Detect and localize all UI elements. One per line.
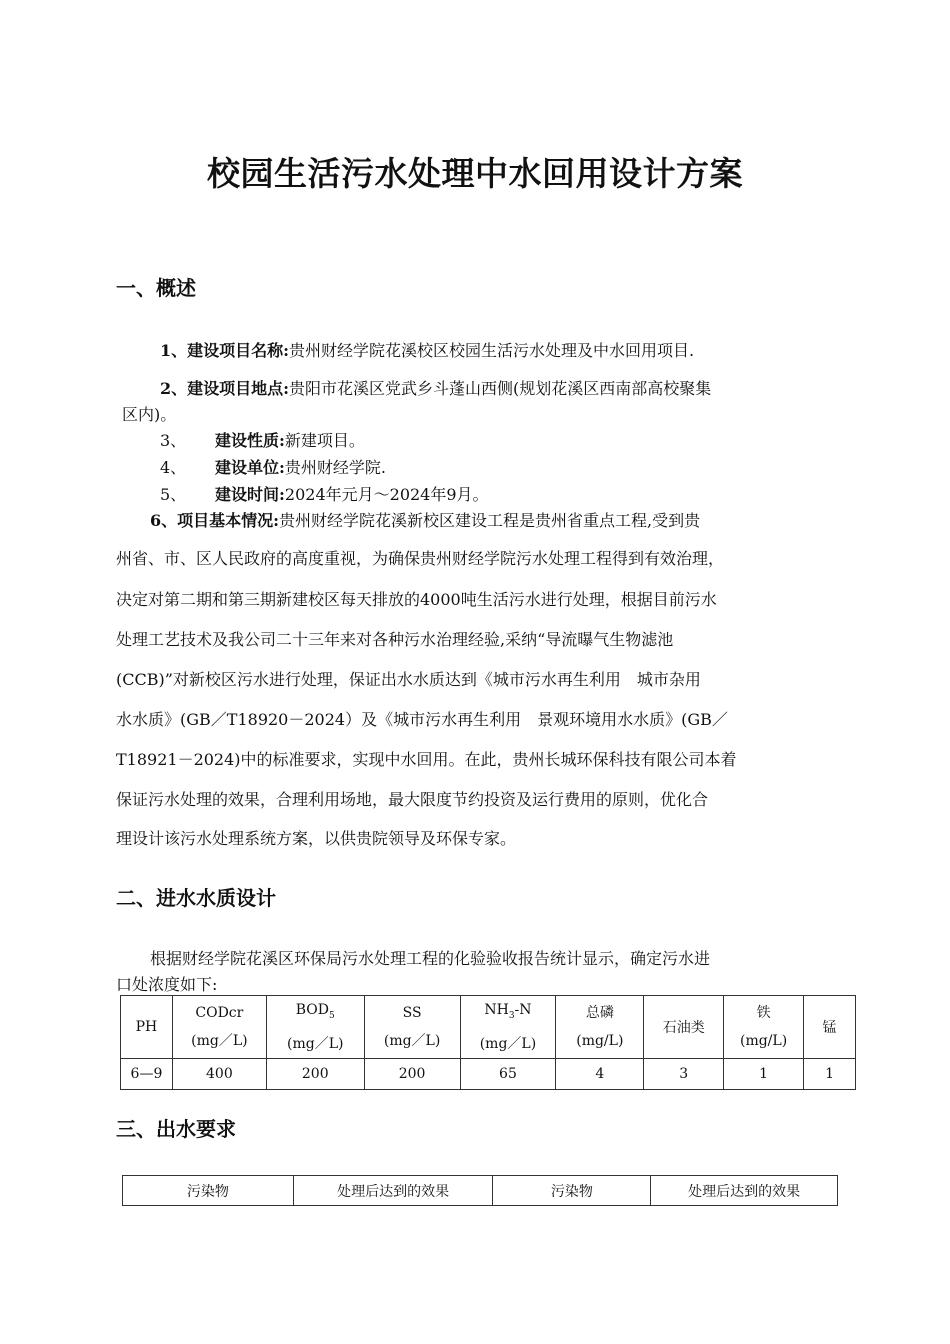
table-cell: 200 — [266, 1058, 364, 1089]
paragraph-line: 水水质》(GB／T18920－2024）及《城市污水再生利用 景观环境用水水质》(GB／ — [116, 710, 728, 729]
paragraph-line: (CCB)”对新校区污水进行处理，保证出水水质达到《城市污水再生利用 城市杂用 — [116, 670, 701, 689]
item-value: 贵州财经学院. — [284, 458, 387, 477]
table-header-row — [123, 1176, 838, 1206]
item-label: 2、建设项目地点: — [160, 379, 290, 398]
item-project-location — [160, 376, 711, 399]
item-value: 新建项目。 — [284, 431, 365, 450]
paragraph-line: T18921－2024)中的标准要求，实现中水回用。在此，贵州长城环保科技有限公司本着 — [116, 750, 737, 769]
paragraph-line: 决定对第二期和第三期新建校区每天排放的4000吨生活污水进行处理，根据目前污水 — [116, 590, 717, 609]
influent-intro-line1: 根据财经学院花溪区环保局污水处理工程的化验验收报告统计显示，确定污水进 — [150, 949, 711, 968]
influent-intro-line2: 口处浓度如下: — [116, 975, 218, 994]
table-cell: 400 — [172, 1058, 266, 1089]
item-basic-info-first-line — [150, 508, 700, 531]
item-project-location-cont: 区内)。 — [122, 405, 177, 424]
paragraph-line: 处理工艺技术及我公司二十三年来对各种污水治理经验,采纳“导流曝气生物滤池 — [116, 630, 674, 649]
header-cell: SS (mg／L) — [364, 996, 460, 1059]
paragraph-line: 理设计该污水处理系统方案，以供贵院领导及环保专家。 — [116, 829, 517, 848]
table-cell: 1 — [804, 1058, 856, 1089]
item-number: 5、 — [160, 485, 187, 504]
item-construction-unit — [160, 455, 386, 478]
header-cell: CODcr (mg／L) — [172, 996, 266, 1059]
item-label: 建设单位: — [215, 458, 285, 477]
table-cell: 6—9 — [121, 1058, 173, 1089]
paragraph-line: 州省、市、区人民政府的高度重视，为确保贵州财经学院污水处理工程得到有效治理， — [116, 549, 725, 568]
item-construction-time — [160, 482, 489, 505]
item-number: 4、 — [160, 458, 187, 477]
table-cell: 3 — [644, 1058, 724, 1089]
table-cell: 65 — [460, 1058, 556, 1089]
page-title: 校园生活污水处理中水回用设计方案 — [207, 154, 743, 193]
influent-quality-table — [120, 995, 856, 1090]
item-value: 贵阳市花溪区党武乡斗蓬山西侧(规划花溪区西南部高校聚集 — [289, 379, 712, 398]
table-cell: 200 — [364, 1058, 460, 1089]
item-value: 2024年元月～2024年9月。 — [284, 485, 489, 504]
table-row — [121, 1058, 856, 1089]
header-cell: 处理后达到的效果 — [293, 1176, 493, 1206]
header-cell: 污染物 — [123, 1176, 294, 1206]
item-number: 3、 — [160, 431, 187, 450]
header-cell: 污染物 — [493, 1176, 651, 1206]
header-cell: 石油类 — [644, 996, 724, 1059]
item-value: 贵州财经学院花溪新校区建设工程是贵州省重点工程,受到贵 — [279, 511, 701, 530]
table-header-row — [121, 996, 856, 1059]
header-cell: $NH_3-N$ (mg／L) — [460, 996, 556, 1059]
effluent-requirements-table — [122, 1175, 838, 1206]
section-heading-effluent: 三、出水要求 — [116, 1117, 236, 1141]
table-cell: 4 — [556, 1058, 644, 1089]
header-cell: $BOD_5$ (mg／L) — [266, 996, 364, 1059]
header-cell: 总磷 (mg/L) — [556, 996, 644, 1059]
item-construction-nature — [160, 428, 365, 451]
item-label: 1、建设项目名称: — [160, 341, 290, 360]
item-label: 建设时间: — [215, 485, 285, 504]
item-value: 贵州财经学院花溪校区校园生活污水处理及中水回用项目. — [289, 341, 695, 360]
header-cell: 处理后达到的效果 — [651, 1176, 838, 1206]
item-label: 6、项目基本情况: — [150, 511, 280, 530]
header-cell: PH — [121, 996, 173, 1059]
item-project-name — [160, 338, 694, 361]
item-label: 建设性质: — [215, 431, 285, 450]
header-cell: 铁 (mg/L) — [724, 996, 804, 1059]
paragraph-line: 保证污水处理的效果，合理利用场地，最大限度节约投资及运行费用的原则，优化合 — [116, 790, 709, 809]
table-cell: 1 — [724, 1058, 804, 1089]
section-heading-influent: 二、进水水质设计 — [116, 886, 276, 910]
section-heading-overview: 一、概述 — [116, 276, 196, 300]
header-cell: 锰 — [804, 996, 856, 1059]
